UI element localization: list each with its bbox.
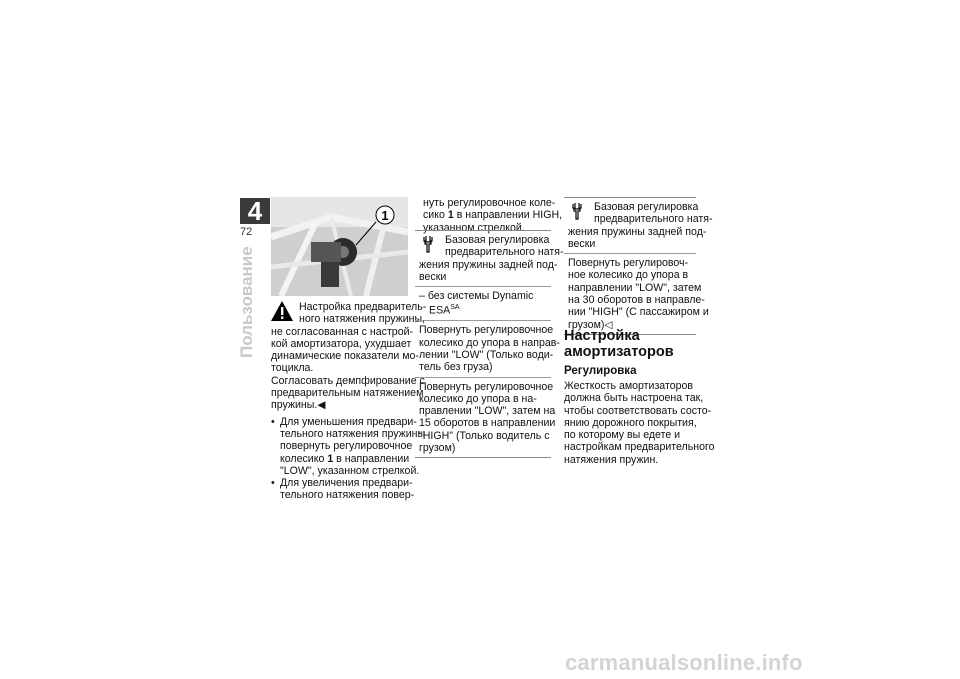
- chapter-title: [237, 246, 267, 360]
- cell-line: 15 оборотов в направлении: [419, 417, 556, 430]
- bullet-line: повернуть регулировочное: [280, 440, 413, 453]
- subsection-heading: Регулировка: [564, 365, 637, 377]
- continued-text: [423, 197, 562, 234]
- table-cell: [415, 287, 551, 321]
- bullet-line: Для увеличения предвари-: [280, 477, 413, 490]
- callout-label: 1: [381, 208, 389, 223]
- cell-line: колесико до упора в на-: [419, 392, 537, 405]
- table-cell: [415, 378, 556, 458]
- text-line: указанном стрелкой.: [423, 221, 525, 234]
- body-line: Жесткость амортизаторов: [564, 380, 693, 392]
- cell-line: грузом)◁: [568, 318, 613, 331]
- bullet-line: тельного натяжения повер-: [280, 489, 415, 502]
- cell-line: направлении "LOW", затем: [568, 281, 702, 294]
- cell-line: ное колесико до упора в: [568, 269, 689, 282]
- warning-line: не согласованная с настрой-: [271, 325, 414, 338]
- wrench-icon: [421, 235, 435, 256]
- wrench-icon: [570, 202, 584, 223]
- body-line: янию дорожного покрытия,: [564, 416, 697, 429]
- cell-line: тель без груза): [419, 361, 493, 374]
- warning-line: Настройка предваритель-: [299, 301, 427, 313]
- text-line: сико: [423, 209, 445, 222]
- base-setting-table: [564, 197, 713, 335]
- cell-line: – без системы Dynamic: [419, 290, 534, 303]
- text-line: в направлении HIGH,: [456, 209, 563, 222]
- warning-line: пружины.◀: [271, 399, 326, 412]
- warning-line: тоцикла.: [271, 362, 314, 375]
- cell-line: лении "LOW" (Только води-: [419, 348, 554, 361]
- table-header-line: жения пружины задней под-: [419, 258, 558, 271]
- body-line: должна быть настроена так,: [564, 392, 704, 405]
- text-line: нуть регулировочное коле-: [423, 197, 556, 209]
- table-cell: [564, 254, 709, 334]
- table-header-line: предварительного натя-: [594, 213, 713, 226]
- heading-line: амортизаторов: [564, 344, 674, 360]
- bullet-item: [271, 477, 415, 502]
- warning-line: динамические показатели мо-: [271, 350, 419, 363]
- bullet-dot: •: [271, 415, 275, 428]
- body-line: по которому вы едете и: [564, 429, 681, 442]
- bullet-item: [271, 415, 426, 477]
- section-heading: [564, 328, 674, 360]
- table-header-cell: [415, 231, 564, 287]
- cell-line: Повернуть регулировочное: [419, 324, 554, 337]
- cell-line: нии "HIGH" (С пассажиром и: [568, 306, 709, 319]
- cell-line: Повернуть регулировочное: [419, 380, 554, 393]
- bullet-line: в направлении: [336, 452, 410, 465]
- heading-line: Настройка: [564, 328, 640, 344]
- bullet-line: "LOW", указанном стрелкой.: [280, 464, 420, 477]
- bullet-dot: •: [271, 477, 275, 490]
- body-line: натяжения пружин.: [564, 453, 659, 466]
- table-header-line: предварительного натя-: [445, 246, 564, 259]
- page-number: 72: [240, 226, 253, 238]
- suspension-photo: [271, 197, 408, 296]
- bullet-line: Для уменьшения предвари-: [280, 415, 417, 428]
- warning-text: [271, 301, 427, 502]
- body-text: [564, 380, 715, 466]
- table-header-cell: [564, 198, 713, 254]
- superscript-sa: SA: [450, 304, 460, 312]
- table-header-line: вески: [568, 237, 596, 250]
- suspension-illustration: [271, 197, 408, 296]
- body-line: настройкам предварительного: [564, 441, 715, 454]
- table-header-line: жения пружины задней под-: [568, 225, 707, 238]
- warning-line: предварительным натяжением: [271, 387, 424, 400]
- chapter-title-text: Пользование: [237, 246, 256, 358]
- cell-line: колесико до упора в направ-: [419, 336, 560, 349]
- bullet-line: тельного натяжения пружины: [280, 427, 426, 440]
- table-header-line: Базовая регулировка: [445, 234, 550, 246]
- warning-line: ного натяжения пружины,: [299, 313, 426, 326]
- chapter-number: 4: [240, 198, 270, 224]
- cell-line: грузом): [419, 441, 456, 454]
- table-header-line: вески: [419, 270, 447, 283]
- cell-line: правлении "LOW", затем на: [419, 405, 556, 418]
- table-header-line: Базовая регулировка: [594, 201, 699, 213]
- ref-number: 1: [447, 209, 454, 222]
- table-cell: [415, 321, 560, 377]
- bullet-line: колесико: [280, 452, 325, 465]
- spring-preload-table: [415, 230, 564, 458]
- cell-line: Повернуть регулировоч-: [568, 257, 689, 270]
- cell-line: ESA: [429, 305, 451, 318]
- cell-line: на 30 оборотов в направле-: [568, 294, 705, 307]
- watermark: carmanualsonline.info: [565, 650, 803, 675]
- warning-line: Согласовать демпфирование с: [271, 374, 425, 387]
- ref-number: 1: [327, 452, 334, 465]
- cell-line: "HIGH" (Только водитель с: [419, 429, 550, 442]
- warning-line: кой амортизатора, ухудшает: [271, 337, 412, 350]
- body-line: чтобы соответствовать состо-: [564, 404, 712, 417]
